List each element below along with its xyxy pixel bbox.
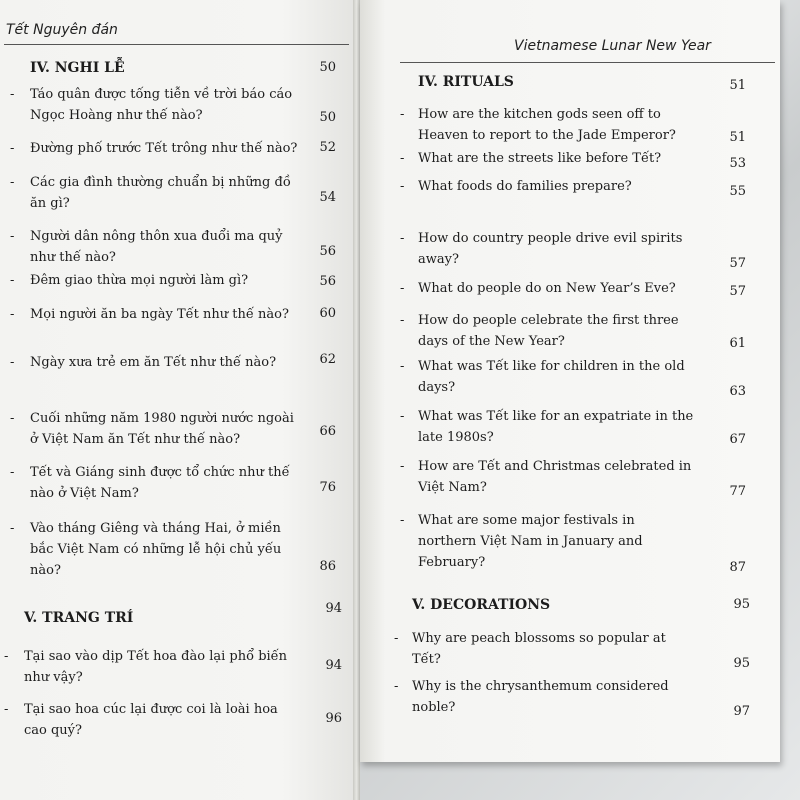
header-rule-right: [400, 62, 775, 63]
toc-entry-page: 67: [729, 432, 746, 447]
toc-entry-page: 94: [325, 658, 342, 673]
toc-entry-line[interactable]: nào ở Việt Nam?: [30, 486, 139, 501]
toc-entry-page: 63: [729, 384, 746, 399]
toc-entry-line[interactable]: How are the kitchen gods seen off to: [418, 107, 661, 122]
toc-entry-page: 76: [319, 480, 336, 495]
toc-entry-page: 50: [319, 110, 336, 125]
toc-entry-line[interactable]: What do people do on New Year’s Eve?: [418, 281, 676, 296]
toc-entry-page: 61: [729, 336, 746, 351]
toc-entry-page: 62: [319, 352, 336, 367]
toc-entry-page: 95: [733, 656, 750, 671]
toc-entry-line[interactable]: Tại sao hoa cúc lại được coi là loài hoa: [24, 702, 278, 717]
section-page-v-en: 95: [733, 597, 750, 612]
toc-entry-line[interactable]: How do people celebrate the first three: [418, 313, 679, 328]
toc-entry-page: 54: [319, 190, 336, 205]
toc-entry-page: 97: [733, 704, 750, 719]
toc-entry-line[interactable]: Ngọc Hoàng như thế nào?: [30, 108, 203, 123]
toc-entry-page: 57: [729, 256, 746, 271]
toc-entry-page: 57: [729, 284, 746, 299]
section-title-v-vi: V. TRANG TRÍ: [24, 610, 134, 626]
toc-entry-line[interactable]: Đường phố trước Tết trông như thế nào?: [30, 141, 298, 156]
toc-entry-line[interactable]: days of the New Year?: [418, 334, 565, 349]
toc-entry-line[interactable]: Mọi người ăn ba ngày Tết như thế nào?: [30, 307, 289, 322]
entry-dash: -: [394, 679, 399, 694]
toc-entry-line[interactable]: February?: [418, 555, 486, 570]
toc-entry-line[interactable]: cao quý?: [24, 723, 82, 738]
toc-entry-page: 77: [729, 484, 746, 499]
toc-entry-page: 86: [319, 559, 336, 574]
toc-entry-line[interactable]: như thế nào?: [30, 250, 116, 265]
toc-entry-page: 53: [729, 156, 746, 171]
header-rule-left: [4, 44, 349, 45]
toc-entry-line[interactable]: Tại sao vào dịp Tết hoa đào lại phổ biến: [24, 649, 288, 664]
entry-dash: -: [400, 231, 405, 246]
entry-dash: -: [400, 151, 405, 166]
toc-entry-line[interactable]: What was Tết like for children in the old: [418, 359, 685, 374]
running-head-left: Tết Nguyên đán: [6, 22, 118, 38]
toc-entry-page: 56: [319, 244, 336, 259]
toc-entry-line[interactable]: Táo quân được tống tiễn về trời báo cáo: [30, 87, 293, 102]
section-page-iv-en: 51: [729, 78, 746, 93]
toc-entry-line[interactable]: ăn gì?: [30, 196, 70, 211]
toc-entry-line[interactable]: late 1980s?: [418, 430, 494, 445]
toc-entry-line[interactable]: What was Tết like for an expatriate in the: [418, 409, 694, 424]
toc-entry-line[interactable]: Việt Nam?: [418, 480, 487, 495]
toc-entry-page: 60: [319, 306, 336, 321]
entry-dash: -: [10, 355, 15, 370]
toc-entry-page: 66: [319, 424, 336, 439]
entry-dash: -: [10, 87, 15, 102]
toc-entry-line[interactable]: như vậy?: [24, 670, 83, 685]
entry-dash: -: [400, 359, 405, 374]
entry-dash: -: [10, 141, 15, 156]
toc-entry-page: 56: [319, 274, 336, 289]
section-page-iv-vi: 50: [319, 60, 336, 75]
entry-dash: -: [394, 631, 399, 646]
entry-dash: -: [4, 649, 9, 664]
section-title-iv-vi: IV. NGHI LỄ: [30, 60, 125, 76]
toc-entry-line[interactable]: Heaven to report to the Jade Emperor?: [418, 128, 676, 143]
toc-entry-line[interactable]: What are the streets like before Tết?: [418, 151, 662, 166]
toc-entry-line[interactable]: away?: [418, 252, 459, 267]
entry-dash: -: [400, 409, 405, 424]
entry-dash: -: [10, 465, 15, 480]
entry-dash: -: [400, 313, 405, 328]
toc-entry-line[interactable]: northern Việt Nam in January and: [418, 534, 643, 549]
toc-entry-line[interactable]: noble?: [412, 700, 456, 715]
entry-dash: -: [400, 107, 405, 122]
right-page: [360, 0, 780, 762]
running-head-right: Vietnamese Lunar New Year: [514, 38, 711, 54]
toc-entry-line[interactable]: Ngày xưa trẻ em ăn Tết như thế nào?: [30, 355, 277, 370]
book-gutter: [353, 0, 360, 800]
toc-entry-page: 55: [729, 184, 746, 199]
toc-entry-line[interactable]: Người dân nông thôn xua đuổi ma quỷ: [30, 229, 283, 244]
toc-entry-line[interactable]: Đêm giao thừa mọi người làm gì?: [30, 273, 249, 288]
entry-dash: -: [10, 521, 15, 536]
entry-dash: -: [10, 307, 15, 322]
entry-dash: -: [400, 513, 405, 528]
toc-entry-line[interactable]: ở Việt Nam ăn Tết như thế nào?: [30, 432, 241, 447]
toc-entry-line[interactable]: Cuối những năm 1980 người nước ngoài: [30, 411, 294, 426]
toc-entry-line[interactable]: Why are peach blossoms so popular at: [412, 631, 666, 646]
entry-dash: -: [400, 459, 405, 474]
entry-dash: -: [10, 229, 15, 244]
entry-dash: -: [400, 179, 405, 194]
toc-entry-line[interactable]: How do country people drive evil spirits: [418, 231, 683, 246]
entry-dash: -: [10, 273, 15, 288]
toc-entry-line[interactable]: nào?: [30, 563, 61, 578]
toc-entry-page: 96: [325, 711, 342, 726]
toc-entry-line[interactable]: What are some major festivals in: [418, 513, 635, 528]
toc-entry-line[interactable]: Tết?: [412, 652, 441, 667]
left-page: [0, 0, 353, 800]
toc-entry-page: 52: [319, 140, 336, 155]
toc-entry-line[interactable]: Vào tháng Giêng và tháng Hai, ở miền: [30, 521, 281, 536]
entry-dash: -: [10, 175, 15, 190]
toc-entry-line[interactable]: bắc Việt Nam có những lễ hội chủ yếu: [30, 542, 282, 557]
toc-entry-line[interactable]: Tết và Giáng sinh được tổ chức như thế: [30, 465, 290, 480]
toc-entry-line[interactable]: Các gia đình thường chuẩn bị những đồ: [30, 175, 291, 190]
toc-entry-page: 87: [729, 560, 746, 575]
toc-entry-page: 51: [729, 130, 746, 145]
toc-entry-line[interactable]: days?: [418, 380, 456, 395]
entry-dash: -: [400, 281, 405, 296]
toc-entry-line[interactable]: Why is the chrysanthemum considered: [412, 679, 669, 694]
section-title-v-en: V. DECORATIONS: [412, 597, 551, 613]
entry-dash: -: [4, 702, 9, 717]
toc-entry-line[interactable]: What foods do families prepare?: [418, 179, 632, 194]
section-page-v-vi: 94: [325, 601, 342, 616]
section-title-iv-en: IV. RITUALS: [418, 74, 514, 90]
toc-entry-line[interactable]: How are Tết and Christmas celebrated in: [418, 459, 692, 474]
entry-dash: -: [10, 411, 15, 426]
